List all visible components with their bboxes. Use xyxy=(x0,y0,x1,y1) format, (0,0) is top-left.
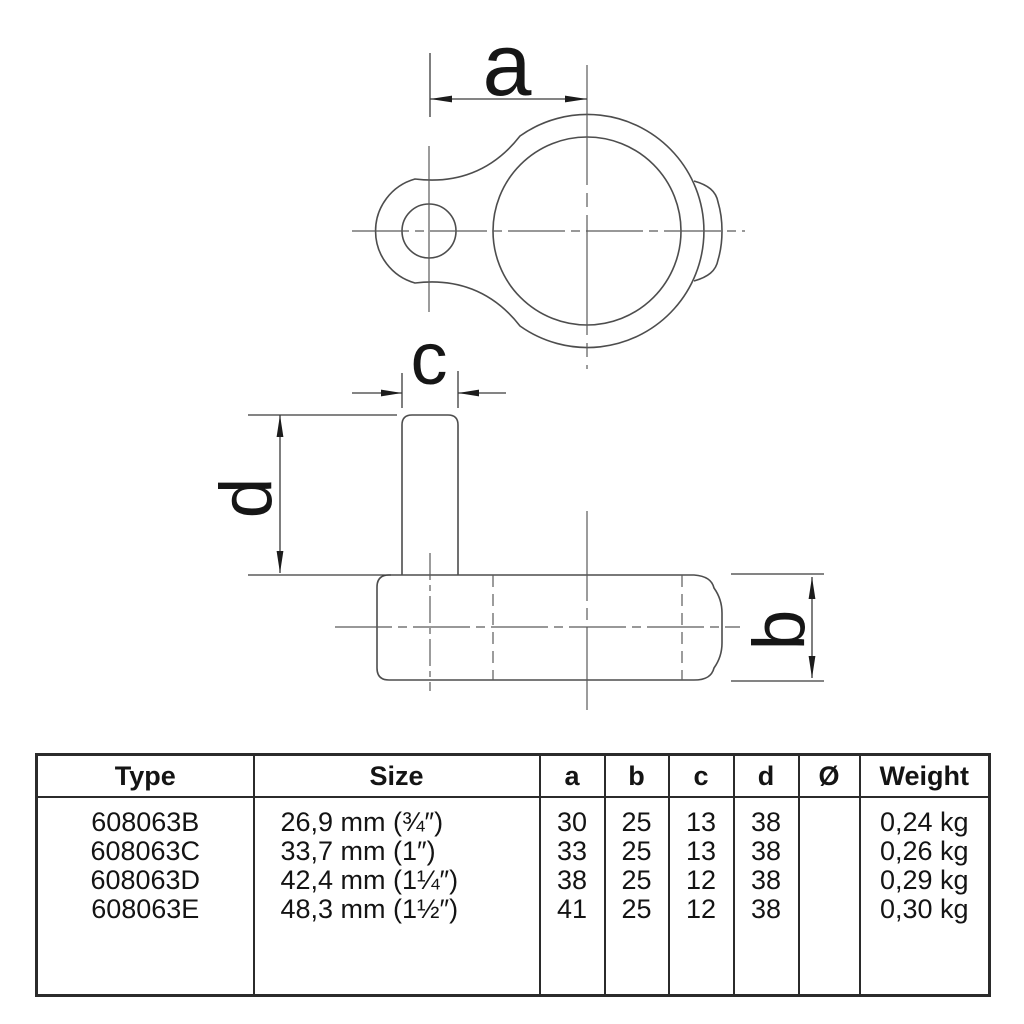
table-filler-row xyxy=(37,924,990,996)
dim-b-label: b xyxy=(739,609,820,651)
side-view-pin xyxy=(402,415,458,575)
cell-weight: 0,29 kg xyxy=(860,866,990,895)
dim-d-arrow-top xyxy=(277,415,284,437)
header-d: d xyxy=(734,755,799,798)
dim-a-arrow-left xyxy=(430,96,452,103)
specification-table xyxy=(35,753,991,997)
filler-cell xyxy=(669,924,734,996)
cell-b: 25 xyxy=(605,797,669,837)
cell-type: 608063C xyxy=(90,837,201,866)
cell-weight: 0,24 kg xyxy=(860,797,990,837)
cell-diameter xyxy=(799,837,860,866)
dim-a-label: a xyxy=(482,15,532,114)
cell-weight: 0,30 kg xyxy=(860,895,990,924)
cell-a: 41 xyxy=(540,895,605,924)
cell-diameter xyxy=(799,895,860,924)
cell-size: 33,7 mm (1″) xyxy=(254,837,540,866)
filler-cell xyxy=(254,924,540,996)
cell-b: 25 xyxy=(605,837,669,866)
cell-size: 26,9 mm (¾″) xyxy=(254,797,540,837)
cell-diameter xyxy=(799,797,860,837)
cell-a: 33 xyxy=(540,837,605,866)
cell-a: 30 xyxy=(540,797,605,837)
cell-d: 38 xyxy=(734,866,799,895)
dim-b-arrow-top xyxy=(809,577,816,599)
header-a: a xyxy=(540,755,605,798)
cell-d: 38 xyxy=(734,797,799,837)
filler-cell xyxy=(37,924,254,996)
cell-type: 608063E xyxy=(91,895,200,924)
cell-b: 25 xyxy=(605,866,669,895)
filler-cell xyxy=(799,924,860,996)
dim-c-arrow-left xyxy=(381,390,402,397)
cell-d: 38 xyxy=(734,895,799,924)
cell-type: 608063D xyxy=(90,866,201,895)
dim-b-arrow-bottom xyxy=(809,656,816,678)
cell-c: 12 xyxy=(669,866,734,895)
dim-c-arrow-right xyxy=(458,390,479,397)
header-b: b xyxy=(605,755,669,798)
table-row xyxy=(37,866,990,895)
table-row xyxy=(37,895,990,924)
top-view-drawing xyxy=(352,15,745,369)
side-view-drawing xyxy=(206,317,824,710)
dim-a-arrow-right xyxy=(565,96,587,103)
table-row xyxy=(37,837,990,866)
table-row xyxy=(37,797,990,837)
filler-cell xyxy=(540,924,605,996)
header-type: Type xyxy=(37,755,254,798)
cell-diameter xyxy=(799,866,860,895)
cell-a: 38 xyxy=(540,866,605,895)
cell-type: 608063B xyxy=(91,807,200,837)
table-header-row xyxy=(37,755,990,798)
cell-size: 48,3 mm (1½″) xyxy=(254,895,540,924)
table-body xyxy=(37,797,990,996)
header-size: Size xyxy=(254,755,540,798)
header-weight: Weight xyxy=(860,755,990,798)
cell-size: 42,4 mm (1¼″) xyxy=(254,866,540,895)
cell-weight: 0,26 kg xyxy=(860,837,990,866)
cell-c: 12 xyxy=(669,895,734,924)
dim-d-arrow-bottom xyxy=(277,551,284,573)
cell-d: 38 xyxy=(734,837,799,866)
filler-cell xyxy=(605,924,669,996)
cell-c: 13 xyxy=(669,797,734,837)
cell-c: 13 xyxy=(669,837,734,866)
filler-cell xyxy=(860,924,990,996)
dim-d-label: d xyxy=(206,477,287,519)
header-c: c xyxy=(669,755,734,798)
cell-b: 25 xyxy=(605,895,669,924)
header-diameter: Ø xyxy=(799,755,860,798)
filler-cell xyxy=(734,924,799,996)
dim-c-label: c xyxy=(410,317,448,400)
